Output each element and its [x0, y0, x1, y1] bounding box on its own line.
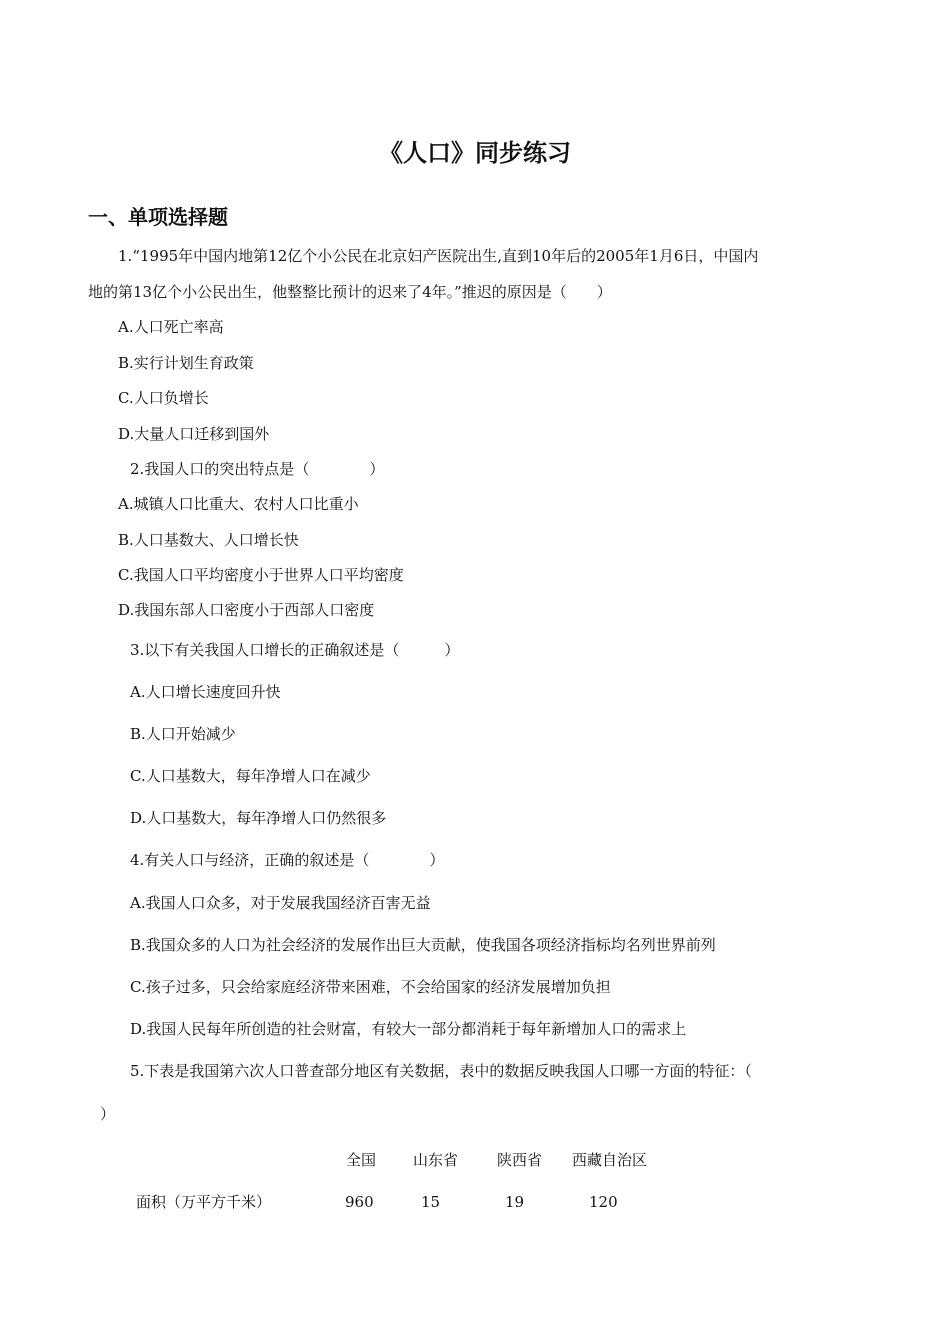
question-3-option-d: D.人口基数大，每年净增人口仍然很多: [130, 809, 387, 827]
question-2-option-c: C.我国人口平均密度小于世界人口平均密度: [118, 566, 404, 584]
question-2-option-a: A.城镇人口比重大、农村人口比重小: [118, 495, 359, 513]
question-1-option-d: D.大量人口迁移到国外: [118, 425, 270, 443]
question-1-option-a: A.人口死亡率高: [118, 318, 224, 336]
table-header-shaanxi: 陕西省: [497, 1151, 543, 1169]
question-4-option-d: D.我国人民每年所创造的社会财富，有较大一部分都消耗于每年新增加人口的需求上: [130, 1020, 687, 1038]
question-1-stem-line1: 1.“1995年中国内地第12亿个小公民在北京妇产医院出生,直到10年后的2005年1月6日，中国内: [118, 247, 759, 265]
question-3-option-b: B.人口开始减少: [130, 725, 236, 743]
question-5-stem-line2: ）: [100, 1105, 116, 1123]
table-cell-national: 960: [345, 1193, 374, 1211]
table-cell-shaanxi: 19: [505, 1193, 525, 1211]
table-header-tibet: 西藏自治区: [572, 1151, 648, 1169]
question-1-option-c: C.人口负增长: [118, 389, 209, 407]
question-4-option-b: B.我国众多的人口为社会经济的发展作出巨大贡献，使我国各项经济指标均名列世界前列: [130, 936, 716, 954]
question-3-option-a: A.人口增长速度回升快: [130, 683, 281, 701]
table-row-label: 面积（万平方千米）: [136, 1193, 272, 1211]
question-5-stem-line1: 5.下表是我国第六次人口普查部分地区有关数据，表中的数据反映我国人口哪一方面的特征：（: [130, 1062, 752, 1080]
section-title: 一、单项选择题: [88, 205, 228, 229]
table-header-national: 全国: [346, 1151, 377, 1169]
question-4-option-c: C.孩子过多，只会给家庭经济带来困难，不会给国家的经济发展增加负担: [130, 978, 611, 996]
question-4-option-a: A.我国人口众多，对于发展我国经济百害无益: [130, 894, 431, 912]
question-4-stem: 4.有关人口与经济，正确的叙述是（ ）: [130, 851, 445, 869]
table-cell-shandong: 15: [421, 1193, 441, 1211]
question-2-option-b: B.人口基数大、人口增长快: [118, 531, 299, 549]
table-header-shandong: 山东省: [413, 1151, 459, 1169]
question-2-option-d: D.我国东部人口密度小于西部人口密度: [118, 601, 375, 619]
question-2-stem: 2.我国人口的突出特点是（ ）: [130, 460, 385, 478]
page-title: 《人口》同步练习: [379, 139, 571, 167]
question-1-option-b: B.实行计划生育政策: [118, 354, 254, 372]
table-cell-tibet: 120: [589, 1193, 618, 1211]
question-3-stem: 3.以下有关我国人口增长的正确叙述是（ ）: [130, 641, 460, 659]
question-1-stem-line2: 地的第13亿个小公民出生，他整整比预计的迟来了4年。”推迟的原因是（ ）: [88, 283, 612, 301]
question-3-option-c: C.人口基数大，每年净增人口在减少: [130, 767, 371, 785]
